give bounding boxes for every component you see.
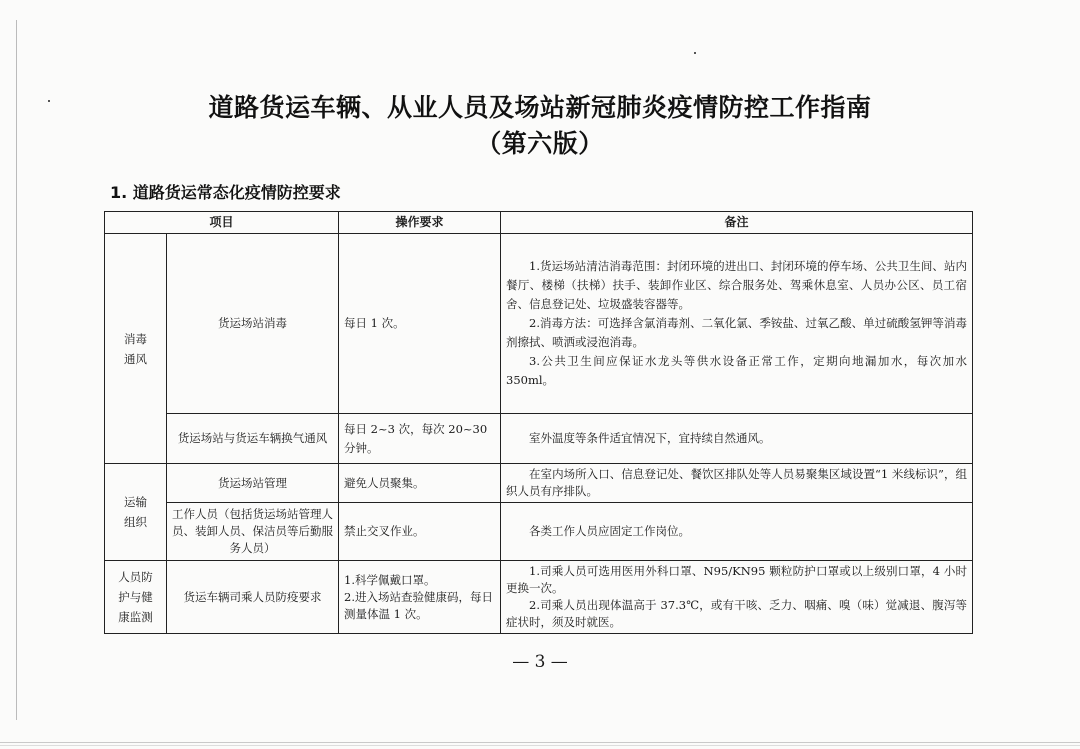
remark-line: 室外温度等条件适宜情况下，宜持续自然通风。 <box>529 431 771 445</box>
category-label: 运输 组织 <box>124 495 147 529</box>
header-remarks: 备注 <box>501 212 973 234</box>
remarks-cell <box>501 503 973 561</box>
guidelines-table <box>104 211 973 634</box>
item-cell: 货运车辆司乘人员防疫要求 <box>167 561 339 634</box>
table-row <box>105 503 973 561</box>
table-row <box>105 414 973 464</box>
document-title: 道路货运车辆、从业人员及场站新冠肺炎疫情防控工作指南 <box>208 93 872 122</box>
section-heading: 1. 道路货运常态化疫情防控要求 <box>110 183 341 202</box>
remark-line: 1.司乘人员可选用医用外科口罩、N95/KN95 颗粒防护口罩或以上级别口罩，4 小时更换一次。 <box>506 564 968 595</box>
requirement-cell: 1.科学佩戴口罩。 2.进入场站查验健康码，每日测量体温 1 次。 <box>339 561 501 634</box>
requirement-cell: 每日 2~3 次，每次 20~30 分钟。 <box>339 414 501 464</box>
scan-bottom-line <box>0 742 1080 743</box>
remark-line: 在室内场所入口、信息登记处、餐饮区排队处等人员易聚集区域设置“1 米线标识”，组织人员有序排队。 <box>506 467 968 498</box>
remark-line: 2.司乘人员出现体温高于 37.3℃，或有干咳、乏力、咽痛、嗅（味）觉减退、腹泻等症状时，须及时就医。 <box>506 598 968 629</box>
item-cell: 工作人员（包括货运场站管理人员、装卸人员、保洁员等后勤服务人员） <box>167 503 339 561</box>
remark-line: 1.货运场站清洁消毒范围：封闭环境的进出口、封闭环境的停车场、公共卫生间、站内餐厅、楼梯（扶梯）扶手、装卸作业区、综合服务处、驾乘休息室、人员办公区、员工宿舍、信息登记处、垃圾盛装容器等。 <box>506 259 968 311</box>
table-row <box>105 561 973 634</box>
header-requirement: 操作要求 <box>339 212 501 234</box>
header-item: 项目 <box>105 212 339 234</box>
item-cell: 货运场站与货运车辆换气通风 <box>167 414 339 464</box>
category-disinfection <box>105 234 167 464</box>
remark-line: 各类工作人员应固定工作岗位。 <box>529 524 691 538</box>
requirement-cell: 禁止交叉作业。 <box>339 503 501 561</box>
remarks-cell <box>501 414 973 464</box>
category-protection <box>105 561 167 634</box>
item-cell: 货运场站管理 <box>167 464 339 503</box>
page-number: — 3 — <box>512 652 568 672</box>
remarks-cell <box>501 234 973 414</box>
remarks-cell <box>501 561 973 634</box>
scan-bottom-line <box>0 745 1080 746</box>
remark-line: 3.公共卫生间应保证水龙头等供水设备正常工作，定期向地漏加水，每次加水 350ml。 <box>506 354 968 387</box>
category-label: 人员防 护与健 康监测 <box>118 570 153 624</box>
table-row <box>105 464 973 503</box>
requirement-cell: 每日 1 次。 <box>339 234 501 414</box>
scan-speck <box>694 52 696 54</box>
table-header-row <box>105 212 973 234</box>
remark-line: 2.消毒方法：可选择含氯消毒剂、二氧化氯、季铵盐、过氧乙酸、单过硫酸氢钾等消毒剂擦拭、喷洒或浸泡消毒。 <box>506 316 968 349</box>
document-subtitle: （第六版） <box>476 129 604 158</box>
table-row <box>105 234 973 414</box>
requirement-cell: 避免人员聚集。 <box>339 464 501 503</box>
item-cell: 货运场站消毒 <box>167 234 339 414</box>
category-label: 消毒 通风 <box>124 331 147 366</box>
category-transport <box>105 464 167 561</box>
remarks-cell <box>501 464 973 503</box>
